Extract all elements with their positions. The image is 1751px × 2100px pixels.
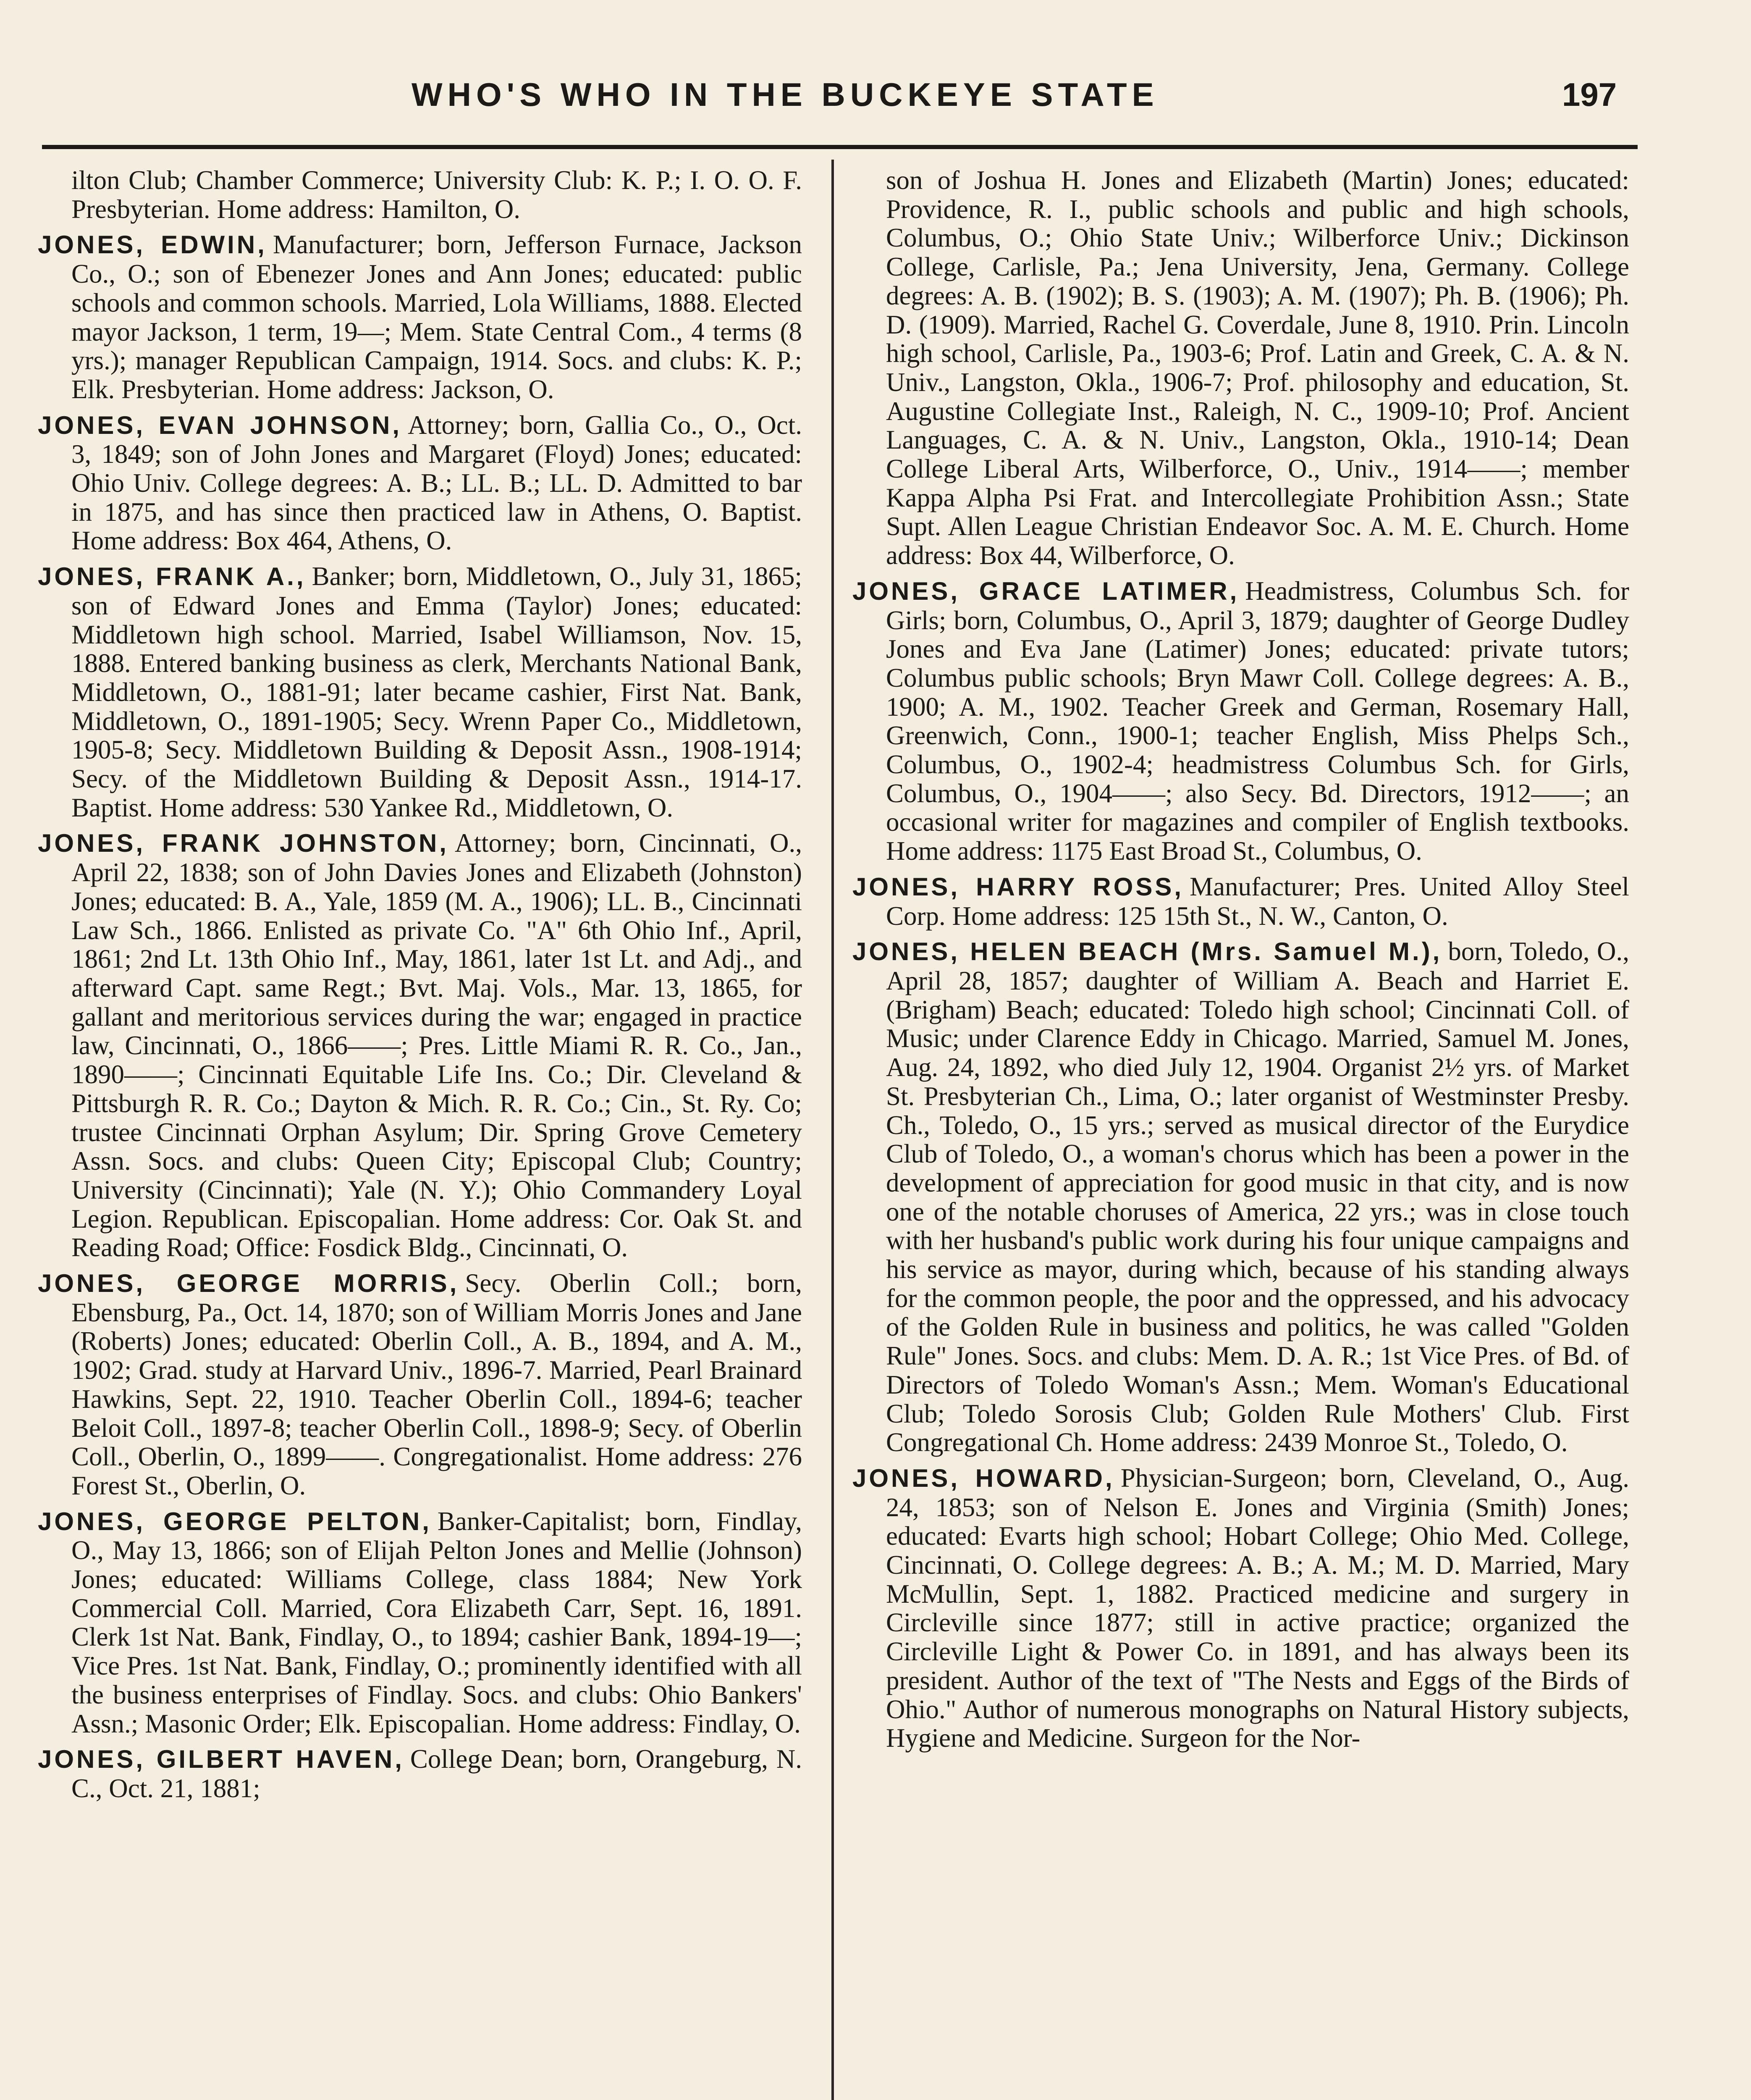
- page-number: 197: [1562, 76, 1617, 113]
- continued-entry-text: son of Joshua H. Jones and Elizabeth (Martin) Jones; educated: Providence, R. I., public schools and public and high schools, Columbus, O.; Ohio State Univ.; Wilberforce Univ.; Dickinson College, Carlisle, Pa.; Jena University, Jena, Germany. College degrees: A. B. (1902); B. S. (1903); A. M. (1907); Ph. B. (1906); Ph. D. (1909). Married, Rachel G. Coverdale, June 8, 1910. Prin. Lincoln high school, Carlisle, Pa., 1903-6; Prof. Latin and Greek, C. A. & N. Univ., Langston, Okla., 1906-7; Prof. philosophy and education, St. Augustine Collegiate Inst., Raleigh, N. C., 1909-10; Prof. Ancient Languages, C. A. & N. Univ., Langston, Okla., 1910-14; Dean College Liberal Arts, Wilberforce, O., Univ., 1914——; member Kappa Alpha Psi Frat. and Intercollegiate Prohibition Assn.; State Supt. Allen League Christian Endeavor Soc. A. M. E. Church. Home address: Box 44, Wilberforce, O.: [886, 166, 1629, 570]
- header-rule: [42, 145, 1638, 149]
- biography-entry: [38, 1507, 802, 1738]
- biography-entry: [852, 1464, 1629, 1753]
- entry-text: Secy. Oberlin Coll.; born, Ebensburg, Pa., Oct. 14, 1870; son of William Morris Jones and Jane (Roberts) Jones; educated: Oberlin Coll., A. B., 1894, and A. M., 1902; Grad. study at Harvard Univ., 1896-7. Married, Pearl Brainard Hawkins, Sept. 22, 1910. Teacher Oberlin Coll., 1894-6; teacher Beloit Coll., 1897-8; teacher Oberlin Coll., 1898-9; Secy. of Oberlin Coll., Oberlin, O., 1899——. Congregationalist. Home address: 276 Forest St., Oberlin, O.: [71, 1268, 802, 1500]
- entry-name: JONES, HOWARD,: [852, 1464, 1115, 1492]
- left-column: [38, 166, 802, 2100]
- entry-name: JONES, HELEN BEACH (Mrs. Samuel M.),: [852, 937, 1442, 966]
- column-divider: [831, 160, 834, 2100]
- biography-entry: [852, 577, 1629, 866]
- entry-text: Attorney; born, Cincinnati, O., April 22, 1838; son of John Davies Jones and Elizabeth (Johnston) Jones; educated: B. A., Yale, 1859 (M. A., 1906); LL. B., Cincinnati Law Sch., 1866. Enlisted as private Co. "A" 6th Ohio Inf., April, 1861; 2nd Lt. 13th Ohio Inf., May, 1861, later 1st Lt. and Adj., and afterward Capt. same Regt.; Bvt. Maj. Vols., Mar. 13, 1865, for gallant and meritorious services during the war; engaged in practice law, Cincinnati, O., 1866——; Pres. Little Miami R. R. Co., Jan., 1890——; Cincinnati Equitable Life Ins. Co.; Dir. Cleveland & Pittsburgh R. R. Co.; Dayton & Mich. R. R. Co.; Cin., St. Ry. Co; trustee Cincinnati Orphan Asylum; Dir. Spring Grove Cemetery Assn. Socs. and clubs: Queen City; Episcopal Club; Country; University (Cincinnati); Yale (N. Y.); Ohio Commandery Loyal Legion. Republican. Episcopalian. Home address: Cor. Oak St. and Reading Road; Office: Fosdick Bldg., Cincinnati, O.: [71, 828, 802, 1263]
- entry-text: born, Toledo, O., April 28, 1857; daughter of William A. Beach and Harriet E. (Brigham) Beach; educated: Toledo high school; Cincinnati Coll. of Music; under Clarence Eddy in Chicago. Married, Samuel M. Jones, Aug. 24, 1892, who died July 12, 1904. Organist 2½ yrs. of Market St. Presbyterian Ch., Lima, O.; later organist of Westminster Presby. Ch., Toledo, O., 15 yrs.; served as musical director of the Eurydice Club of Toledo, O., a woman's chorus which has been a power in the development of appreciation for good music in that city, and is now one of the notable choruses of America, 22 yrs.; was in close touch with her husband's public work during his four unique campaigns and his service as mayor, during which, because of his standing always for the common people, the poor and the oppressed, and his advocacy of the Golden Rule in business and politics, he was called "Golden Rule" Jones. Socs. and clubs: Mem. D. A. R.; 1st Vice Pres. of Bd. of Directors of Toledo Woman's Assn.; Mem. Woman's Educational Club; Toledo Sorosis Club; Golden Rule Mothers' Club. First Congregational Ch. Home address: 2439 Monroe St., Toledo, O.: [886, 937, 1629, 1457]
- entry-text: Banker; born, Middletown, O., July 31, 1865; son of Edward Jones and Emma (Taylor) Jones; educated: Middletown high school. Married, Isabel Williamson, Nov. 15, 1888. Entered banking business as clerk, Merchants National Bank, Middletown, O., 1881-91; later became cashier, First Nat. Bank, Middletown, O., 1891-1905; Secy. Wrenn Paper Co., Middletown, 1905-8; Secy. Middletown Building & Deposit Assn., 1908-1914; Secy. of the Middletown Building & Deposit Assn., 1914-17. Baptist. Home address: 530 Yankee Rd., Middletown, O.: [71, 562, 802, 822]
- entry-text: Manufacturer; born, Jefferson Furnace, Jackson Co., O.; son of Ebenezer Jones and Ann Jones; educated: public schools and common schools. Married, Lola Williams, 1888. Elected mayor Jackson, 1 term, 19—; Mem. State Central Com., 4 terms (8 yrs.); manager Republican Campaign, 1914. Socs. and clubs: K. P.; Elk. Presbyterian. Home address: Jackson, O.: [71, 230, 802, 404]
- biography-entry: [38, 562, 802, 822]
- entry-name: JONES, HARRY ROSS,: [852, 872, 1184, 901]
- entry-name: JONES, GRACE LATIMER,: [852, 577, 1240, 605]
- continued-entry-text: ilton Club; Chamber Commerce; University Club: K. P.; I. O. O. F. Presbyterian. Home address: Hamilton, O.: [71, 166, 802, 224]
- biography-entry: [38, 1745, 802, 1803]
- entry-name: JONES, GEORGE PELTON,: [38, 1507, 432, 1536]
- biography-entry: [852, 872, 1629, 930]
- entry-text: Manufacturer; Pres. United Alloy Steel Corp. Home address: 125 15th St., N. W., Canton, O.: [886, 872, 1629, 931]
- biography-entry: [38, 1269, 802, 1500]
- entry-name: JONES, GEORGE MORRIS,: [38, 1269, 459, 1298]
- running-head: WHO'S WHO IN THE BUCKEYE STATE: [412, 76, 1159, 113]
- entry-name: JONES, EDWIN,: [38, 231, 267, 259]
- page-header: [0, 76, 1751, 130]
- entry-name: JONES, FRANK JOHNSTON,: [38, 829, 449, 858]
- entry-text: Banker-Capitalist; born, Findlay, O., May 13, 1866; son of Elijah Pelton Jones and Mellie (Johnson) Jones; educated: Williams College, class 1884; New York Commercial Coll. Married, Cora Elizabeth Carr, Sept. 16, 1891. Clerk 1st Nat. Bank, Findlay, O., to 1894; cashier Bank, 1894-19—; Vice Pres. 1st Nat. Bank, Findlay, O.; prominently identified with all the business enterprises of Findlay. Socs. and clubs: Ohio Bankers' Assn.; Masonic Order; Elk. Episcopalian. Home address: Findlay, O.: [71, 1506, 802, 1738]
- entry-text: Headmistress, Columbus Sch. for Girls; born, Columbus, O., April 3, 1879; daughter of George Dudley Jones and Eva Jane (Latimer) Jones; educated: private tutors; Columbus public schools; Bryn Mawr Coll. College degrees: A. B., 1900; A. M., 1902. Teacher Greek and German, Rosemary Hall, Greenwich, Conn., 1900-1; teacher English, Miss Phelps Sch., Columbus, O., 1902-4; headmistress Columbus Sch. for Girls, Columbus, O., 1904——; also Secy. Bd. Directors, 1912——; an occasional writer for magazines and compiler of English textbooks. Home address: 1175 East Broad St., Columbus, O.: [886, 576, 1629, 866]
- right-column: [852, 166, 1629, 2100]
- biography-entry: [38, 829, 802, 1262]
- entry-name: JONES, GILBERT HAVEN,: [38, 1745, 404, 1774]
- biography-entry: [852, 937, 1629, 1457]
- entry-text: College Dean; born, Orangeburg, N. C., Oct. 21, 1881;: [71, 1744, 802, 1803]
- entry-name: JONES, EVAN JOHNSON,: [38, 411, 402, 439]
- biography-entry: [38, 230, 802, 404]
- entry-text: Attorney; born, Gallia Co., O., Oct. 3, 1849; son of John Jones and Margaret (Floyd) Jones; educated: Ohio Univ. College degrees: A. B.; LL. B.; LL. D. Admitted to bar in 1875, and has since then practiced law in Athens, O. Baptist. Home address: Box 464, Athens, O.: [71, 410, 802, 556]
- entry-text: Physician-Surgeon; born, Cleveland, O., Aug. 24, 1853; son of Nelson E. Jones and Virginia (Smith) Jones; educated: Evarts high school; Hobart College; Ohio Med. College, Cincinnati, O. College degrees: A. B.; A. M.; M. D. Married, Mary McMullin, Sept. 1, 1882. Practiced medicine and surgery in Circleville since 1877; still in active practice; organized the Circleville Light & Power Co. in 1891, and has always been its president. Author of the text of "The Nests and Eggs of the Birds of Ohio." Author of numerous monographs on Natural History subjects, Hygiene and Medicine. Surgeon for the Nor-: [886, 1463, 1629, 1753]
- biography-entry: [38, 411, 802, 556]
- entry-name: JONES, FRANK A.,: [38, 562, 306, 591]
